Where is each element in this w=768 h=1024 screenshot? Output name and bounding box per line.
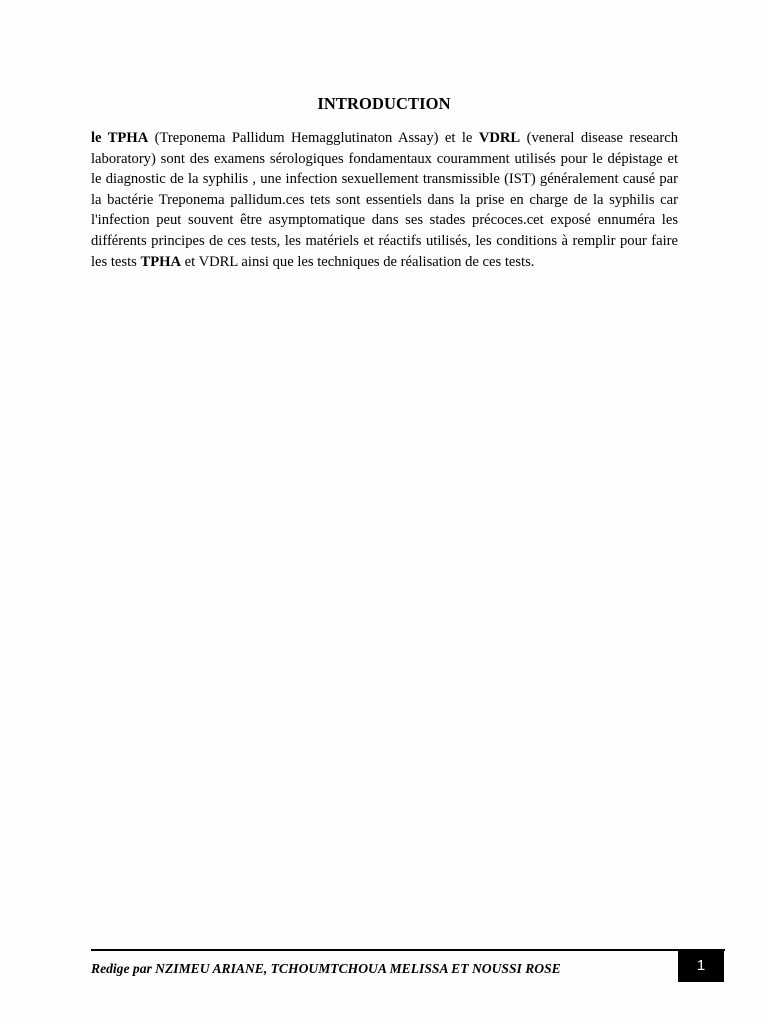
paragraph-text-part-2: (veneral disease research laboratory) sont des examens sérologiques fondamentaux couramment utilisés pour le dépistage et le diagnostic de la syphilis , une infection sexuellement transmissible (IST) généralement causé par la bactérie Treponema pallidum.ces tets sont essentiels dans la prise en charge de la syphilis car l'infection peut souvent être asymptomatique dans ses stades précoces.cet exposé ennuméra les différents principes de ces tests, les matériels et réactifs utilisés, les conditions à remplir pour faire les tests [91, 130, 678, 270]
tpha-bold-term-2: TPHA [140, 253, 182, 270]
page-number-badge: 1 [678, 950, 724, 982]
intro-paragraph [91, 128, 678, 272]
footer-divider [91, 949, 725, 951]
vdrl-bold-term: VDRL [478, 130, 521, 146]
paragraph-text-part-3: et VDRL ainsi que les techniques de réalisation de ces tests. [181, 253, 535, 270]
tpha-bold-term: le TPHA [91, 130, 149, 146]
section-title: INTRODUCTION [317, 94, 451, 113]
paragraph-text-part-1: (Treponema Pallidum Hemagglutinaton Assay) et le [148, 130, 479, 146]
footer-credit: Redige par NZIMEU ARIANE, TCHOUMTCHOUA MELISSA ET NOUSSI ROSE [91, 961, 561, 976]
